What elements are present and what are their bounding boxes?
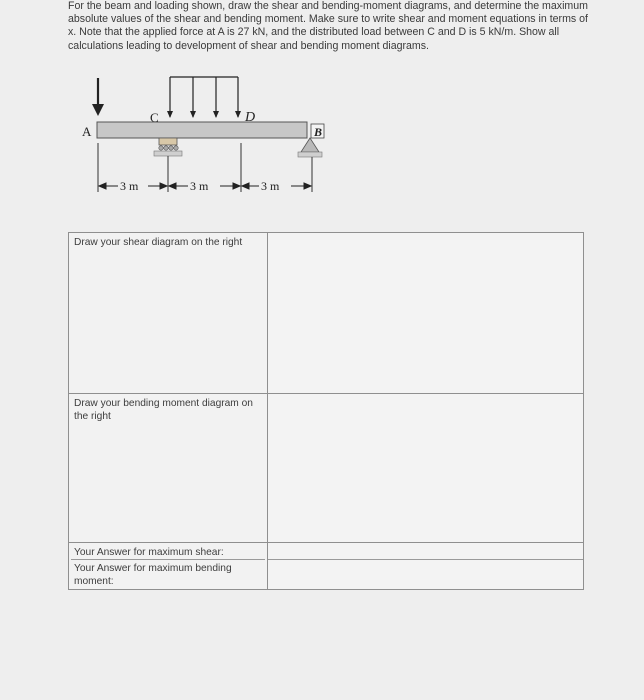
dimension-2: 3 m	[190, 179, 209, 193]
max-shear-label: Your Answer for maximum shear:	[74, 547, 224, 558]
shear-prompt-cell	[68, 232, 268, 394]
beam-figure	[0, 0, 644, 210]
moment-prompt: Draw your bending moment diagram on the right	[74, 398, 253, 422]
label-c: C	[150, 110, 159, 125]
shear-prompt: Draw your shear diagram on the right	[74, 237, 243, 248]
moment-diagram-area[interactable]	[267, 393, 584, 543]
point-load-arrow	[92, 78, 104, 116]
beam	[97, 122, 307, 138]
label-b: B	[314, 125, 323, 139]
max-moment-label: Your Answer for maximum bending moment:	[74, 563, 232, 587]
label-a: A	[82, 124, 92, 139]
shear-diagram-area[interactable]	[267, 232, 584, 394]
label-d: D	[245, 110, 256, 125]
dimension-1: 3 m	[120, 179, 139, 193]
problem-statement: For the beam and loading shown, draw the shear and bending-moment diagrams, and determine the maximum absolute values of the shear and bending moment. Make sure to write shear and moment equations in terms of x. Note that the applied force at A is 27 kN, and the distributed load between C and D is 5 kN/m. Show all calculations leading to development of shear and bending moment diagrams.	[68, 0, 588, 52]
pin-support-b	[298, 138, 322, 157]
answers-cell	[68, 542, 268, 590]
dimension-3: 3 m	[261, 179, 280, 193]
answers-input-area[interactable]	[267, 542, 584, 590]
distributed-load	[167, 77, 241, 118]
answer-table	[68, 232, 584, 590]
moment-prompt-cell	[68, 393, 268, 543]
roller-support-c	[154, 138, 182, 156]
